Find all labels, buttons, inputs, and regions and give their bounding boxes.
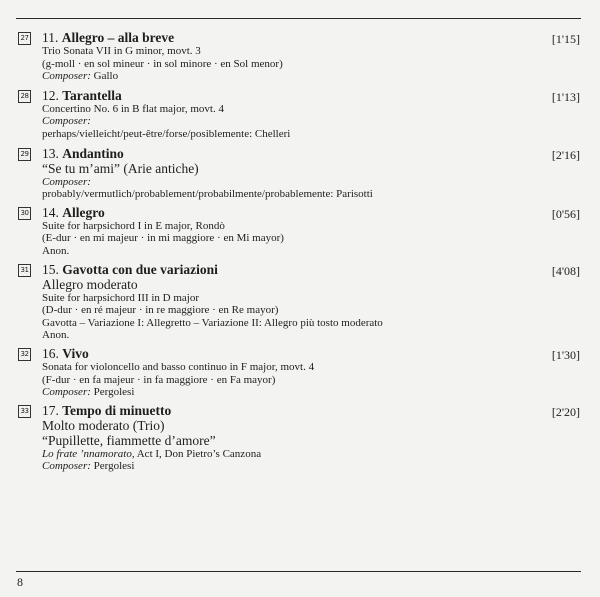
track-key-translations: (F-dur · en fa majeur · in fa maggiore · en Fa mayor): [42, 373, 276, 386]
track-title: Gavotta con due variazioni: [62, 261, 218, 277]
track-work: Concertino No. 6 in B flat major, movt. 4: [42, 102, 224, 115]
track-key-translations: (g-moll · en sol mineur · in sol minore · en Sol menor): [42, 57, 283, 70]
track-index: 12.: [42, 87, 59, 103]
track-subtitle: “Pupillette, fiammette d’amore”: [42, 432, 216, 448]
track-list: [18, 30, 581, 473]
composer-name: Anon.: [42, 244, 70, 257]
track-work: Suite for harpsichord III in D major: [42, 291, 200, 304]
track-duration: [0'56]: [551, 206, 580, 221]
track-work: Sonata for violoncello and basso continuo in F major, movt. 4: [42, 360, 315, 373]
composer-attribution: perhaps/vielleicht/peut-être/forse/posiblemente: Chelleri: [42, 127, 291, 140]
composer-label: Composer:: [42, 70, 91, 83]
track-work: Suite for harpsichord I in E major, Rondò: [42, 219, 225, 232]
track-13: [18, 146, 581, 201]
composer-name: Gallo: [93, 70, 119, 83]
track-index: 17.: [42, 402, 59, 418]
composer-label: Composer:: [42, 115, 91, 128]
track-index: 11.: [42, 30, 59, 45]
track-number-badge: 29: [18, 148, 31, 161]
composer-attribution: probably/vermutlich/probablement/probabilmente/probablemente: Parisotti: [42, 188, 373, 201]
track-12: [18, 88, 581, 141]
composer-name: Anon.: [42, 329, 70, 342]
track-duration: [1'13]: [551, 89, 580, 104]
composer-name: Pergolesi: [93, 460, 135, 473]
track-index: 13.: [42, 145, 59, 161]
track-movements: Gavotta – Variazione I: Allegretto – Variazione II: Allegro più tosto moderato: [42, 316, 383, 329]
track-15: [18, 262, 581, 342]
track-source-title: Lo frate ’nnamorato,: [42, 447, 135, 460]
track-number-badge: 32: [18, 348, 31, 361]
track-duration: [2'16]: [551, 147, 580, 162]
track-number-badge: 27: [18, 32, 31, 45]
track-title: Allegro: [62, 204, 105, 220]
track-title: Allegro – alla breve: [61, 30, 175, 45]
track-tempo: Allegro moderato: [42, 276, 138, 292]
track-title: Tarantella: [62, 87, 122, 103]
composer-label: Composer:: [42, 386, 91, 399]
bottom-rule: [16, 571, 581, 572]
track-title: Andantino: [62, 145, 124, 161]
track-number-badge: 33: [18, 405, 31, 418]
track-index: 14.: [42, 204, 59, 220]
track-title: Tempo di minuetto: [62, 402, 172, 418]
composer-label: Composer:: [42, 460, 91, 473]
track-index: 15.: [42, 261, 59, 277]
top-rule: [16, 18, 581, 19]
composer-label: Composer:: [42, 175, 91, 188]
track-number-badge: 28: [18, 90, 31, 103]
track-number-badge: 30: [18, 207, 31, 220]
track-title: Vivo: [62, 345, 89, 361]
track-17: [18, 403, 581, 473]
track-key-translations: (D-dur · en ré majeur · in re maggiore · en Re mayor): [42, 304, 279, 317]
track-subtitle: “Se tu m’ami” (Arie antiche): [42, 160, 199, 176]
track-11: [18, 30, 581, 83]
track-index: 16.: [42, 345, 59, 361]
track-tempo: Molto moderato (Trio): [42, 417, 165, 433]
composer-name: Pergolesi: [93, 386, 135, 399]
track-duration: [1'15]: [551, 32, 580, 46]
track-work: Trio Sonata VII in G minor, movt. 3: [42, 45, 201, 57]
track-key-translations: (E-dur · en mi majeur · in mi maggiore · en Mi mayor): [42, 232, 284, 245]
page-number: 8: [17, 575, 23, 589]
track-source-detail: Act I, Don Pietro’s Canzona: [134, 447, 262, 460]
track-14: [18, 205, 581, 258]
track-16: [18, 346, 581, 399]
track-duration: [1'30]: [551, 347, 580, 362]
track-duration: [4'08]: [551, 263, 580, 278]
track-duration: [2'20]: [551, 404, 580, 419]
track-number-badge: 31: [18, 264, 31, 277]
